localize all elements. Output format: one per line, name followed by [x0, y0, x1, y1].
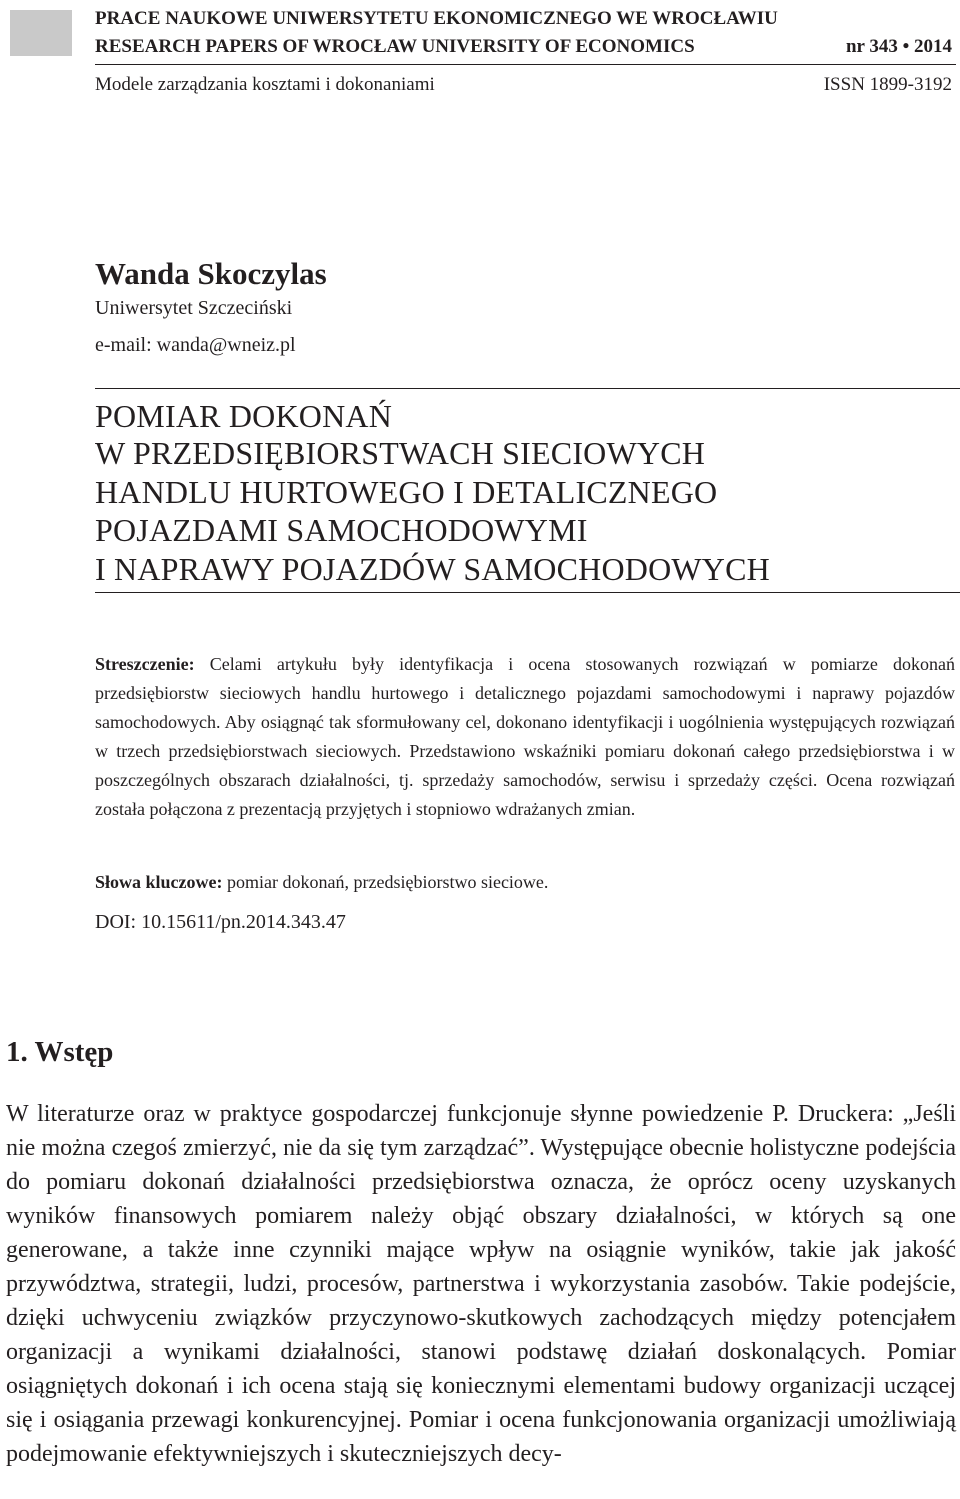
title-line-2: W PRZEDSIĘBIORSTWACH SIECIOWYCH	[95, 435, 706, 471]
title-rule-bottom	[95, 592, 960, 593]
author-email: e-mail: wanda@wneiz.pl	[95, 334, 296, 356]
title-rule-top	[95, 388, 960, 389]
issn: ISSN 1899-3192	[823, 74, 952, 95]
section-heading: 1. Wstęp	[6, 1036, 114, 1068]
keywords-text: pomiar dokonań, przedsiębiorstwo sieciowe.	[227, 872, 549, 892]
author-affiliation: Uniwersytet Szczeciński	[95, 297, 293, 319]
author-name: Wanda Skoczylas	[95, 256, 327, 291]
title-line-4: POJAZDAMI SAMOCHODOWYMI	[95, 512, 588, 548]
keywords	[95, 868, 548, 897]
abstract	[95, 650, 955, 824]
journal-name-polish: PRACE NAUKOWE UNIWERSYTETU EKONOMICZNEGO WE WROCŁAWIU	[95, 8, 778, 29]
header-divider	[95, 64, 956, 65]
abstract-text: Celami artykułu były identyfikacja i ocena stosowanych rozwiązań w pomiarze dokonań przedsiębiorstw sieciowych handlu hurtowego i detalicznego pojazdami samochodowymi i naprawy pojazdów samochodowych. Aby osiągnąć tak sformułowany cel, dokonano identyfikacji i uogólnienia występujących rozwiązań w trzech przedsiębiorstwach sieciowych. Przedstawiono wskaźniki pomiaru dokonań całego przedsiębiorstwa i w poszczególnych obszarach działalności, tj. sprzedaży samochodów, serwisu i sprzedaży części. Ocena rozwiązań została połączona z prezentacją przyjętych i stopniowo wdrażanych zmian.	[95, 654, 956, 819]
title-line-1: POMIAR DOKONAŃ	[95, 398, 393, 434]
issue-number: nr 343 • 2014	[845, 36, 952, 57]
doi: DOI: 10.15611/pn.2014.343.47	[95, 911, 346, 933]
header-grey-block	[10, 10, 72, 56]
abstract-label: Streszczenie:	[95, 654, 195, 674]
keywords-label: Słowa kluczowe:	[95, 872, 223, 892]
title-line-3: HANDLU HURTOWEGO I DETALICZNEGO	[95, 474, 718, 510]
section-body: W literaturze oraz w praktyce gospodarczej funkcjonuje słynne powiedzenie P. Druckera: „Jeśli nie można czegoś zmierzyć, nie da się tym zarządzać”. Występujące obecnie holistyczne podejścia do pomiaru dokonań działalności przedsiębiorstwa oznacza, że oprócz oceny uzyskanych wyników finansowych pomiarem należy objąć obszary działalności, w których są one generowane, a także inne czynniki mające wpływ na osiągnie wyników, takie jak jakość przywództwa, strategii, ludzi, procesów, partnerstwa i wykorzystania zasobów. Takie podejście, dzięki uchwyceniu związków przyczynowo-skutkowych zachodzących między potencjałem organizacji a wynikami działalności, stanowi podstawę działań doskonalących. Pomiar osiągniętych dokonań i ich ocena stają się koniecznymi elementami budowy organizacji uczącej się i osiągania przewagi konkurencyjnej. Pomiar i ocena funkcjonowania organizacji umożliwiają podejmowanie efektywniejszych i skuteczniejszych decy-	[6, 1101, 956, 1467]
journal-name-english: RESEARCH PAPERS OF WROCŁAW UNIVERSITY OF ECONOMICS	[95, 36, 695, 57]
series-name: Modele zarządzania kosztami i dokonaniami	[95, 74, 435, 95]
title-line-5: I NAPRAWY POJAZDÓW SAMOCHODOWYCH	[95, 551, 770, 587]
